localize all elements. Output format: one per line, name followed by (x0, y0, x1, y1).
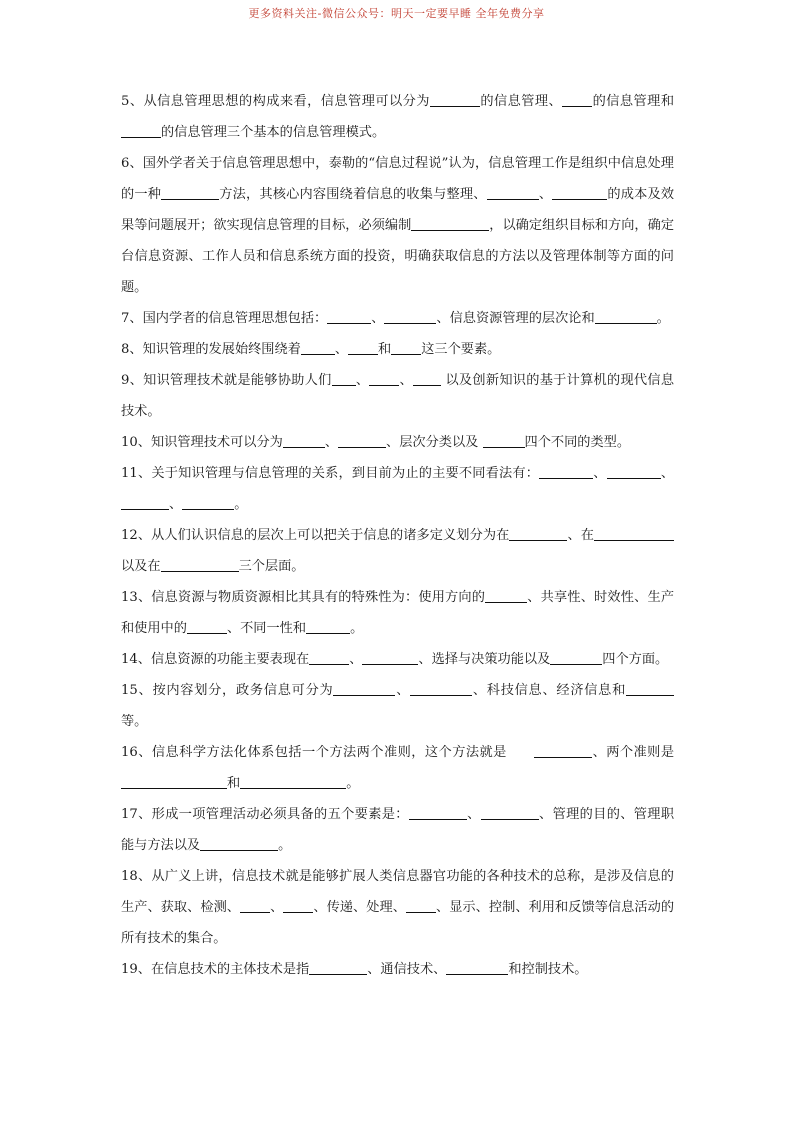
answer-blank[interactable] (483, 433, 525, 448)
question-6: 6、国外学者关于信息管理思想中，泰勒的“信息过程说”认为，信息管理工作是组织中信息处理的一种 方法，其核心内容围绕着信息的收集与整理、 、 的成本及效果等问题展开；欲实现信息管理的目标，必须编制 ，以确定组织目标和方向，确定台信息资源、工作人员和信息系统方面的投资，明确获取信息的方法以及管理体制等方面的问题。 (121, 156, 675, 295)
answer-blank[interactable] (406, 898, 436, 913)
answer-blank[interactable] (327, 309, 371, 324)
answer-blank[interactable] (161, 185, 219, 200)
answer-blank[interactable] (534, 743, 592, 758)
answer-blank[interactable] (333, 681, 395, 696)
answer-blank[interactable] (411, 216, 489, 231)
answer-blank[interactable] (607, 464, 661, 479)
answer-blank[interactable] (283, 433, 325, 448)
question-14: 14、信息资源的功能主要表现在 、 、选择与决策功能以及 四个方面。 (121, 652, 669, 667)
question-19: 19、在信息技术的主体技术是指 、通信技术、 和控制技术。 (121, 962, 588, 977)
question-10: 10、知识管理技术可以分为 、 、层次分类以及 四个不同的类型。 (121, 435, 631, 450)
answer-blank[interactable] (121, 774, 227, 789)
answer-blank[interactable] (552, 185, 607, 200)
answer-blank[interactable] (121, 495, 169, 510)
question-9: 9、知识管理技术就是能够协助人们 、 、 以及创新知识的基于计算机的现代信息技术。 (121, 373, 675, 419)
answer-blank[interactable] (309, 650, 349, 665)
answer-blank[interactable] (283, 898, 313, 913)
question-18: 18、从广义上讲，信息技术就是能够扩展人类信息器官功能的各种技术的总称，是涉及信息的生产、获取、检测、 、 、传递、处理、 、显示、控制、利用和反馈等信息活动的所有技术的集合。 (121, 869, 675, 946)
question-13: 13、信息资源与物质资源相比其具有的特殊性为：使用方向的 、共享性、时效性、生产和使用中的 、不同一性和 。 (121, 590, 675, 636)
answer-blank[interactable] (309, 960, 367, 975)
question-17: 17、形成一项管理活动必须具备的五个要素是： 、 、管理的目的、管理职能与方法以及 。 (121, 807, 675, 853)
answer-blank[interactable] (369, 371, 399, 386)
answer-blank[interactable] (362, 650, 418, 665)
document-body (121, 86, 674, 985)
question-12: 12、从人们认识信息的层次上可以把关于信息的诸多定义划分为在 、在以及在 三个层面。 (121, 520, 674, 582)
question-16: 16、信息科学方法化体系包括一个方法两个准则，这个方法就是 、两个准则是和 。 (121, 745, 675, 791)
answer-blank[interactable] (200, 836, 278, 851)
answer-blank[interactable] (595, 309, 657, 324)
top-banner: 更多资料关注-微信公众号：明天一定要早睡 全年免费分享 (248, 7, 545, 20)
answer-blank[interactable] (485, 588, 527, 603)
question-15: 15、按内容划分，政务信息可分为 、 、科技信息、经济信息和等。 (121, 675, 674, 737)
answer-blank[interactable] (187, 619, 227, 634)
answer-blank[interactable] (240, 898, 270, 913)
answer-blank[interactable] (348, 340, 378, 355)
answer-blank[interactable] (391, 340, 421, 355)
answer-blank[interactable] (446, 960, 508, 975)
answer-blank[interactable] (161, 557, 239, 572)
answer-blank[interactable] (550, 650, 602, 665)
answer-blank[interactable] (626, 681, 674, 696)
answer-blank[interactable] (240, 774, 346, 789)
answer-blank[interactable] (409, 805, 467, 820)
question-8: 8、知识管理的发展始终围绕着 、 和 这三个要素。 (121, 342, 501, 357)
answer-blank[interactable] (301, 340, 335, 355)
answer-blank[interactable] (594, 526, 674, 541)
answer-blank[interactable] (509, 526, 567, 541)
answer-blank[interactable] (410, 681, 472, 696)
answer-blank[interactable] (430, 92, 480, 107)
answer-blank[interactable] (384, 309, 436, 324)
answer-blank[interactable] (182, 495, 234, 510)
answer-blank[interactable] (562, 92, 592, 107)
question-11: 11、关于知识管理与信息管理的关系，到目前为止的主要不同看法有： 、 、、 。 (121, 466, 675, 512)
answer-blank[interactable] (306, 619, 350, 634)
answer-blank[interactable] (539, 464, 593, 479)
answer-blank[interactable] (332, 371, 356, 386)
answer-blank[interactable] (413, 371, 441, 386)
question-5: 5、从信息管理思想的构成来看，信息管理可以分为 的信息管理、 的信息管理和的信息管理三个基本的信息管理模式。 (121, 94, 675, 140)
answer-blank[interactable] (481, 805, 539, 820)
answer-blank[interactable] (338, 433, 386, 448)
answer-blank[interactable] (487, 185, 539, 200)
answer-blank[interactable] (121, 123, 161, 138)
question-7: 7、国内学者的信息管理思想包括： 、 、信息资源管理的层次论和 。 (121, 311, 670, 326)
